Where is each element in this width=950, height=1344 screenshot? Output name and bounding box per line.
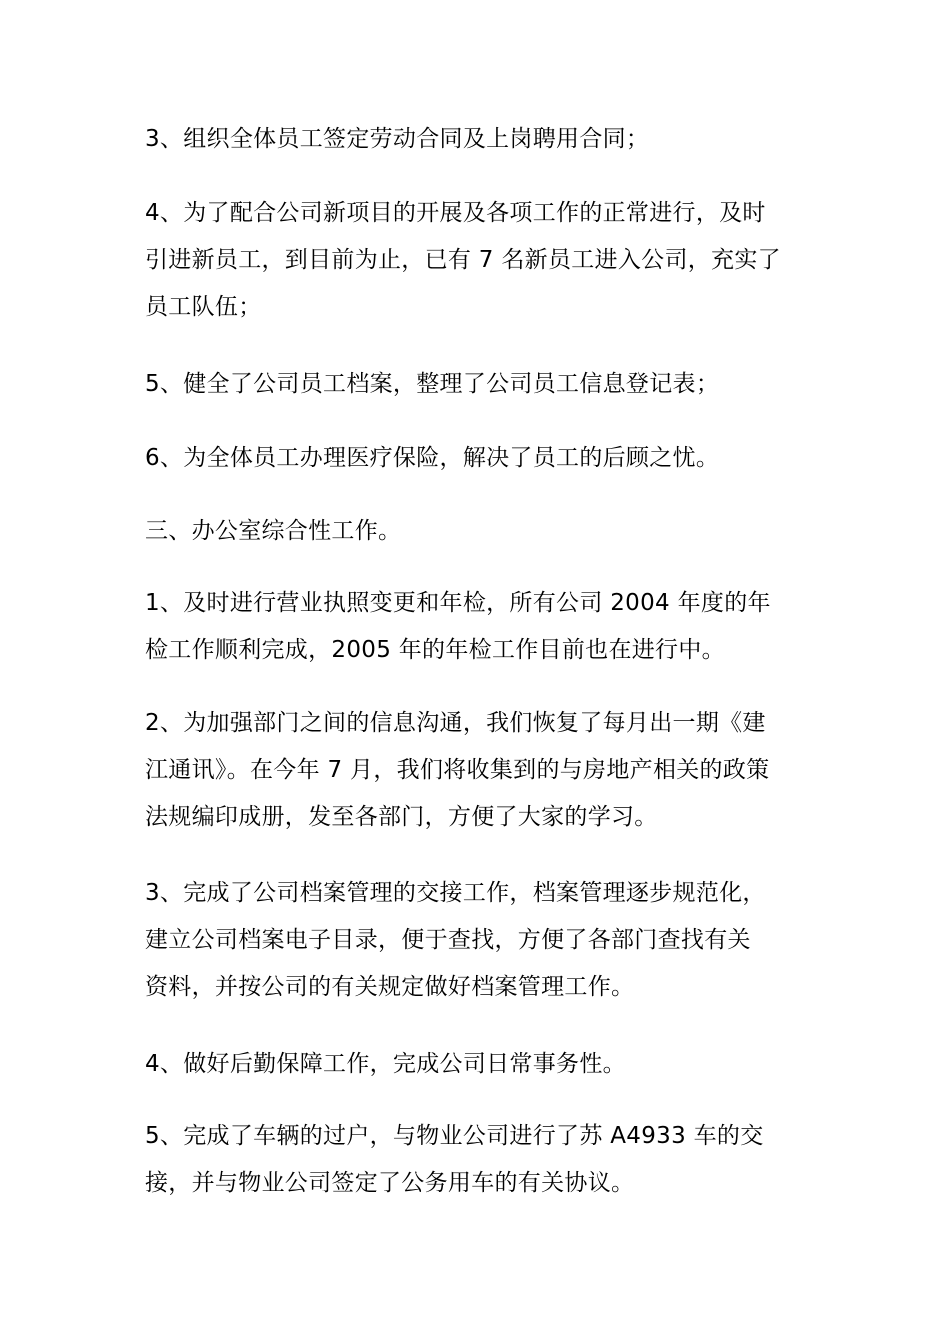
paragraph-item-4-new-staff [145,190,815,331]
paragraph-line: 6、为全体员工办理医疗保险，解决了员工的后顾之忧。 [145,445,720,471]
paragraph-line: 5、健全了公司员工档案，整理了公司员工信息登记表； [145,371,720,397]
paragraph-line: 法规编印成册，发至各部门，方便了大家的学习。 [145,804,658,830]
paragraph-line: 4、为了配合公司新项目的开展及各项工作的正常进行，及时 [145,200,766,226]
paragraph-item-5-vehicle [145,1113,815,1207]
paragraph-line: 1、及时进行营业执照变更和年检，所有公司 2004 年度的年 [145,590,771,616]
paragraph-line: 员工队伍； [145,294,262,320]
paragraph-line: 检工作顺利完成，2005 年的年检工作目前也在进行中。 [145,637,725,663]
paragraph-item-5-files [145,361,815,408]
paragraph-line: 4、做好后勤保障工作，完成公司日常事务性。 [145,1051,626,1077]
paragraph-line: 资料，并按公司的有关规定做好档案管理工作。 [145,974,635,1000]
paragraph-line: 2、为加强部门之间的信息沟通，我们恢复了每月出一期《建 [145,710,766,736]
paragraph-item-3-archives [145,870,815,1011]
paragraph-line: 引进新员工，到目前为止，已有 7 名新员工进入公司，充实了 [145,247,781,273]
paragraph-item-4-logistics [145,1041,815,1088]
paragraph-item-2-newsletter [145,700,815,841]
section-heading-text: 三、办公室综合性工作。 [145,518,402,544]
paragraph-item-6-insurance [145,435,815,482]
section-heading-office-work [145,508,815,555]
paragraph-line: 3、完成了公司档案管理的交接工作，档案管理逐步规范化， [145,880,766,906]
paragraph-item-3-contract [145,116,815,163]
paragraph-line: 5、完成了车辆的过户，与物业公司进行了苏 A4933 车的交 [145,1123,764,1149]
paragraph-line: 接，并与物业公司签定了公务用车的有关协议。 [145,1170,635,1196]
paragraph-line: 江通讯》。在今年 7 月，我们将收集到的与房地产相关的政策 [145,757,770,783]
paragraph-line: 3、组织全体员工签定劳动合同及上岗聘用合同； [145,126,650,152]
paragraph-line: 建立公司档案电子目录，便于查找，方便了各部门查找有关 [145,927,751,953]
paragraph-item-1-license [145,580,815,674]
